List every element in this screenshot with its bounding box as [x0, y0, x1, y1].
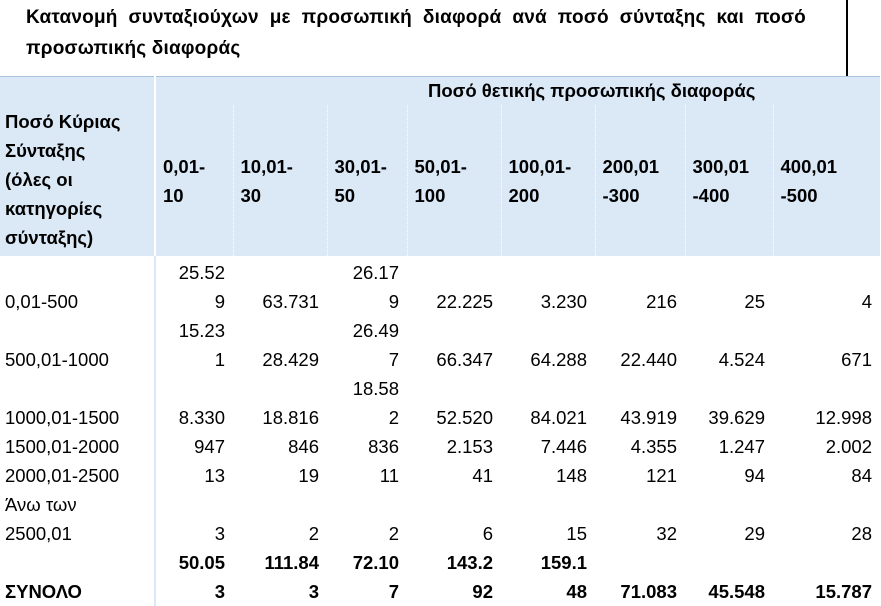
column-header: 300,01 -400 [685, 105, 773, 256]
table-cell: 11 [379, 465, 399, 486]
table-cell: 2.153 [446, 436, 493, 457]
table-cell: 41 [472, 465, 493, 486]
table-row [0, 374, 880, 432]
table-cell: 84.021 [530, 407, 587, 428]
table-cell [327, 374, 407, 432]
table-cell: 121 [646, 465, 677, 486]
table-cell [327, 548, 407, 606]
table-cell [501, 548, 595, 606]
cell-line: 48 [566, 581, 587, 602]
cell-line: 9 [214, 291, 225, 312]
cell-line: 1 [214, 349, 225, 370]
table-cell: 2 [388, 523, 399, 544]
row-header-line: σύνταξης) [5, 227, 94, 248]
total-row [0, 548, 880, 606]
table-cell: 2.002 [825, 436, 872, 457]
table-cell: 15 [566, 523, 587, 544]
row-label: 1500,01-2000 [0, 432, 155, 461]
table-cell [155, 316, 233, 374]
column-header: 200,01 -300 [595, 105, 685, 256]
table-cell: 6 [482, 523, 493, 544]
row-label: 0,01-500 [0, 256, 155, 316]
table-cell: 19 [298, 465, 319, 486]
row-label: 2000,01-2500 [0, 461, 155, 490]
table-cell: 63.731 [262, 291, 319, 312]
table-cell: 28 [851, 523, 872, 544]
table-cell [155, 256, 233, 316]
table-cell: 13 [204, 465, 225, 486]
table-cell [233, 548, 327, 606]
cell-line: 26.49 [352, 320, 399, 341]
table-cell: 32 [656, 523, 677, 544]
table-row [0, 432, 880, 461]
row-header-main-pension [0, 105, 155, 256]
column-header: 30,01- 50 [327, 105, 407, 256]
table-cell: 71.083 [620, 581, 677, 602]
table-column-header-row [0, 105, 880, 256]
table-cell [407, 548, 501, 606]
table-cell: 148 [556, 465, 587, 486]
table-cell: 12.998 [815, 407, 872, 428]
table-cell: 216 [646, 291, 677, 312]
table-cell: 4.355 [630, 436, 677, 457]
pension-distribution-table [0, 76, 881, 606]
table-cell: 29 [744, 523, 765, 544]
table-cell: 64.288 [530, 349, 587, 370]
table-cell: 1.247 [718, 436, 765, 457]
row-header-line: Ποσό Κύριας [5, 111, 121, 132]
group-header-positive-difference: Ποσό θετικής προσωπικής διαφοράς [155, 77, 880, 106]
row-header-line: κατηγορίες [5, 198, 103, 219]
table-cell: 94 [744, 465, 765, 486]
cell-line: 15.23 [178, 320, 225, 341]
cell-line: 3 [214, 581, 225, 602]
table-row [0, 461, 880, 490]
table-cell: 66.347 [436, 349, 493, 370]
cell-line: 7 [388, 349, 399, 370]
header-blank-cell [0, 77, 155, 106]
row-header-line: Σύνταξης [5, 140, 86, 161]
cell-line: 25.52 [178, 262, 225, 283]
table-cell: 18.816 [262, 407, 319, 428]
page-title: Κατανομή συνταξιούχων με προσωπική διαφορά ανά ποσό σύνταξης και ποσό προσωπικής διαφοράς [26, 7, 806, 59]
table-cell: 28.429 [262, 349, 319, 370]
table-cell: 846 [288, 436, 319, 457]
table-cell: 947 [194, 436, 225, 457]
table-cell: 836 [368, 436, 399, 457]
table-cell: 7.446 [540, 436, 587, 457]
cell-line: 159.1 [540, 552, 587, 573]
row-header-line: (όλες οι [5, 169, 73, 190]
table-cell: 39.629 [708, 407, 765, 428]
total-label: ΣΥΝΟΛΟ [0, 548, 155, 606]
table-cell: 22.440 [620, 349, 677, 370]
table-cell: 45.548 [708, 581, 765, 602]
row-label-line: Άνω των [5, 494, 77, 515]
table-group-header-row [0, 77, 880, 106]
row-label: 500,01-1000 [0, 316, 155, 374]
table-cell: 2 [308, 523, 319, 544]
table-cell: 22.225 [436, 291, 493, 312]
table-container [0, 76, 872, 602]
row-label-line: 2500,01 [5, 523, 72, 544]
column-header: 100,01- 200 [501, 105, 595, 256]
table-cell: 8.330 [178, 407, 225, 428]
cell-line: 92 [472, 581, 493, 602]
table-cell: 3.230 [540, 291, 587, 312]
table-row [0, 490, 880, 548]
table-cell: 84 [851, 465, 872, 486]
cell-line: 72.10 [352, 552, 399, 573]
table-cell [327, 256, 407, 316]
column-header: 50,01- 100 [407, 105, 501, 256]
column-header: 0,01- 10 [155, 105, 233, 256]
cell-line: 3 [308, 581, 319, 602]
table-cell: 15.787 [815, 581, 872, 602]
table-cell: 43.919 [620, 407, 677, 428]
cell-line: 18.58 [352, 378, 399, 399]
row-label: 1000,01-1500 [0, 374, 155, 432]
cell-line: 7 [388, 581, 399, 602]
column-header: 400,01 -500 [773, 105, 880, 256]
table-cell: 52.520 [436, 407, 493, 428]
table-row [0, 316, 880, 374]
table-cell [155, 548, 233, 606]
table-cell: 4 [861, 291, 872, 312]
table-cell: 4.524 [718, 349, 765, 370]
cell-line: 50.05 [178, 552, 225, 573]
table-cell [327, 316, 407, 374]
column-header: 10,01- 30 [233, 105, 327, 256]
table-row [0, 256, 880, 316]
cell-line: 2 [388, 407, 399, 428]
cell-line: 143.2 [446, 552, 493, 573]
cell-line: 111.84 [264, 552, 319, 573]
table-cell: 25 [744, 291, 765, 312]
row-label [0, 490, 155, 548]
table-cell: 671 [841, 349, 872, 370]
cell-line: 9 [388, 291, 399, 312]
table-cell: 3 [214, 523, 225, 544]
cell-line: 26.17 [352, 262, 399, 283]
